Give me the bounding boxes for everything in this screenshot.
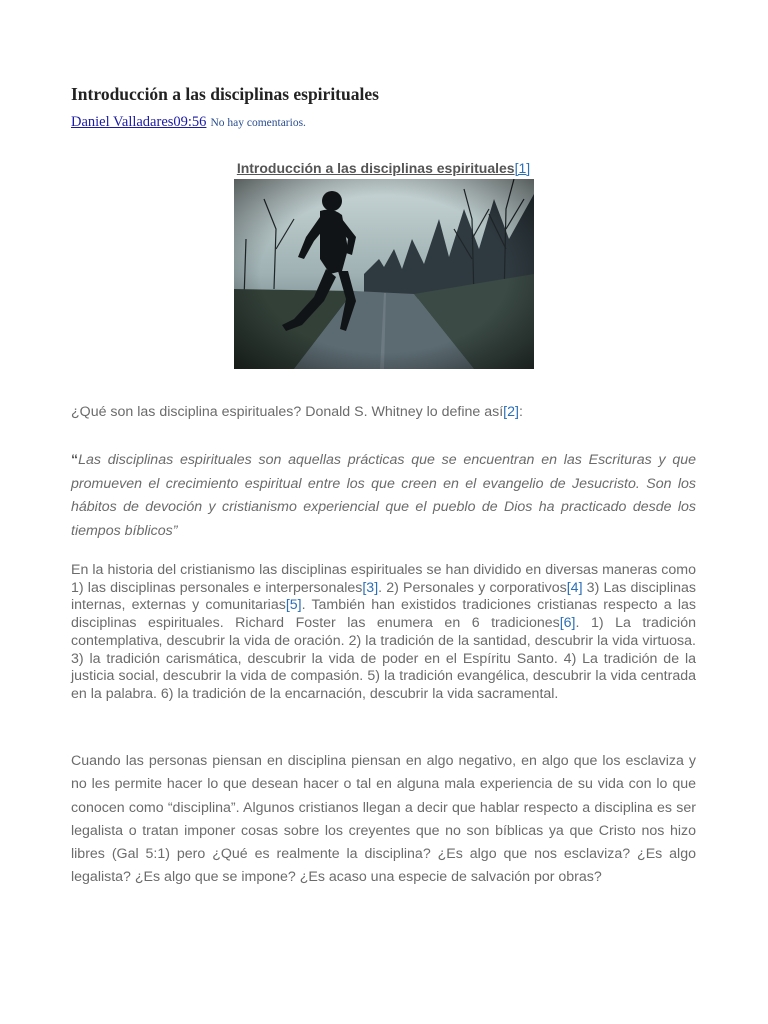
question-paragraph: [71, 404, 696, 420]
para1-text-1: En la historia del cristianismo las disciplinas espirituales se han dividido en diversas maneras como 1) las disciplinas personales e interpersonales: [71, 562, 696, 596]
footnote-link-1[interactable]: [1]: [514, 160, 531, 176]
author-link[interactable]: Daniel Valladares09:56: [71, 114, 207, 130]
para1-text-2: . 2) Personales y corporativos: [378, 579, 567, 596]
comments-link[interactable]: No hay comentarios.: [210, 117, 306, 129]
footnote-link-6[interactable]: [6]: [559, 615, 576, 632]
runner-photo: [234, 179, 534, 369]
footnote-link-5[interactable]: [5]: [285, 597, 302, 614]
question-text: ¿Qué son las disciplina espirituales? Donald S. Whitney lo define así: [71, 404, 504, 420]
para1-text-4: . También han existidos tradiciones cristianas respecto a las disciplinas espirituales. Richard Foster las enumera en 6 tradiciones: [71, 597, 696, 632]
quote-open-mark: “: [71, 452, 79, 468]
para1-text-5: . 1) La tradición contemplativa, descubrir la vida de oración. 2) la tradición de la santidad, descubrir la vida virtuosa. 3) la tradición carismática, descubrir la vida de poder en el Espíritu Santo. 4) La tradición de la justicia social, descubrir la vida de compasión. 5) la tradición evangélica, descubrir la vida centrada en la palabra. 6) la tradición de la encarnación, descubrir la vida sacramental.: [71, 615, 696, 702]
post-title: Introducción a las disciplinas espirituales: [71, 84, 379, 104]
article-heading: [71, 160, 696, 176]
question-colon: :: [518, 404, 523, 420]
history-paragraph: [71, 562, 696, 704]
whitney-quote: [71, 449, 696, 543]
article-heading-text: Introducción a las disciplinas espirituales: [236, 160, 515, 176]
runner-photo-graphic: [234, 179, 534, 369]
quote-text: Las disciplinas espirituales son aquellas prácticas que se encuentran en las Escrituras y que promueven el crecimiento espiritual entre los que creen en el evangelio de Jesucristo. Son los hábitos de devoción y cristianismo experiencial que el pueblo de Dios ha practicado desde los tiempos bíblicos”: [71, 452, 696, 539]
discipline-paragraph: Cuando las personas piensan en disciplina piensan en algo negativo, en algo que los esclaviza y no les permite hacer lo que desean hacer o tal en alguna mala experiencia de su vida con lo que conocen como “disciplina”. Algunos cristianos llegan a decir que hablar respecto a disciplina es ser legalista o tratan imponer cosas sobre los creyentes que no son bíblicas ya que Cristo nos hizo libres (Gal 5:1) pero ¿Qué es realmente la disciplina? ¿Es algo que nos esclaviza? ¿Es algo legalista? ¿Es algo que se impone? ¿Es acaso una especie de salvación por obras?: [71, 753, 696, 886]
footnote-link-3[interactable]: [3]: [362, 579, 379, 596]
footnote-link-2[interactable]: [2]: [503, 404, 519, 420]
footnote-link-4[interactable]: [4]: [566, 579, 583, 596]
byline: [71, 113, 306, 131]
para1-text-3: 3) Las disciplinas internas, externas y comunitarias: [71, 579, 696, 614]
